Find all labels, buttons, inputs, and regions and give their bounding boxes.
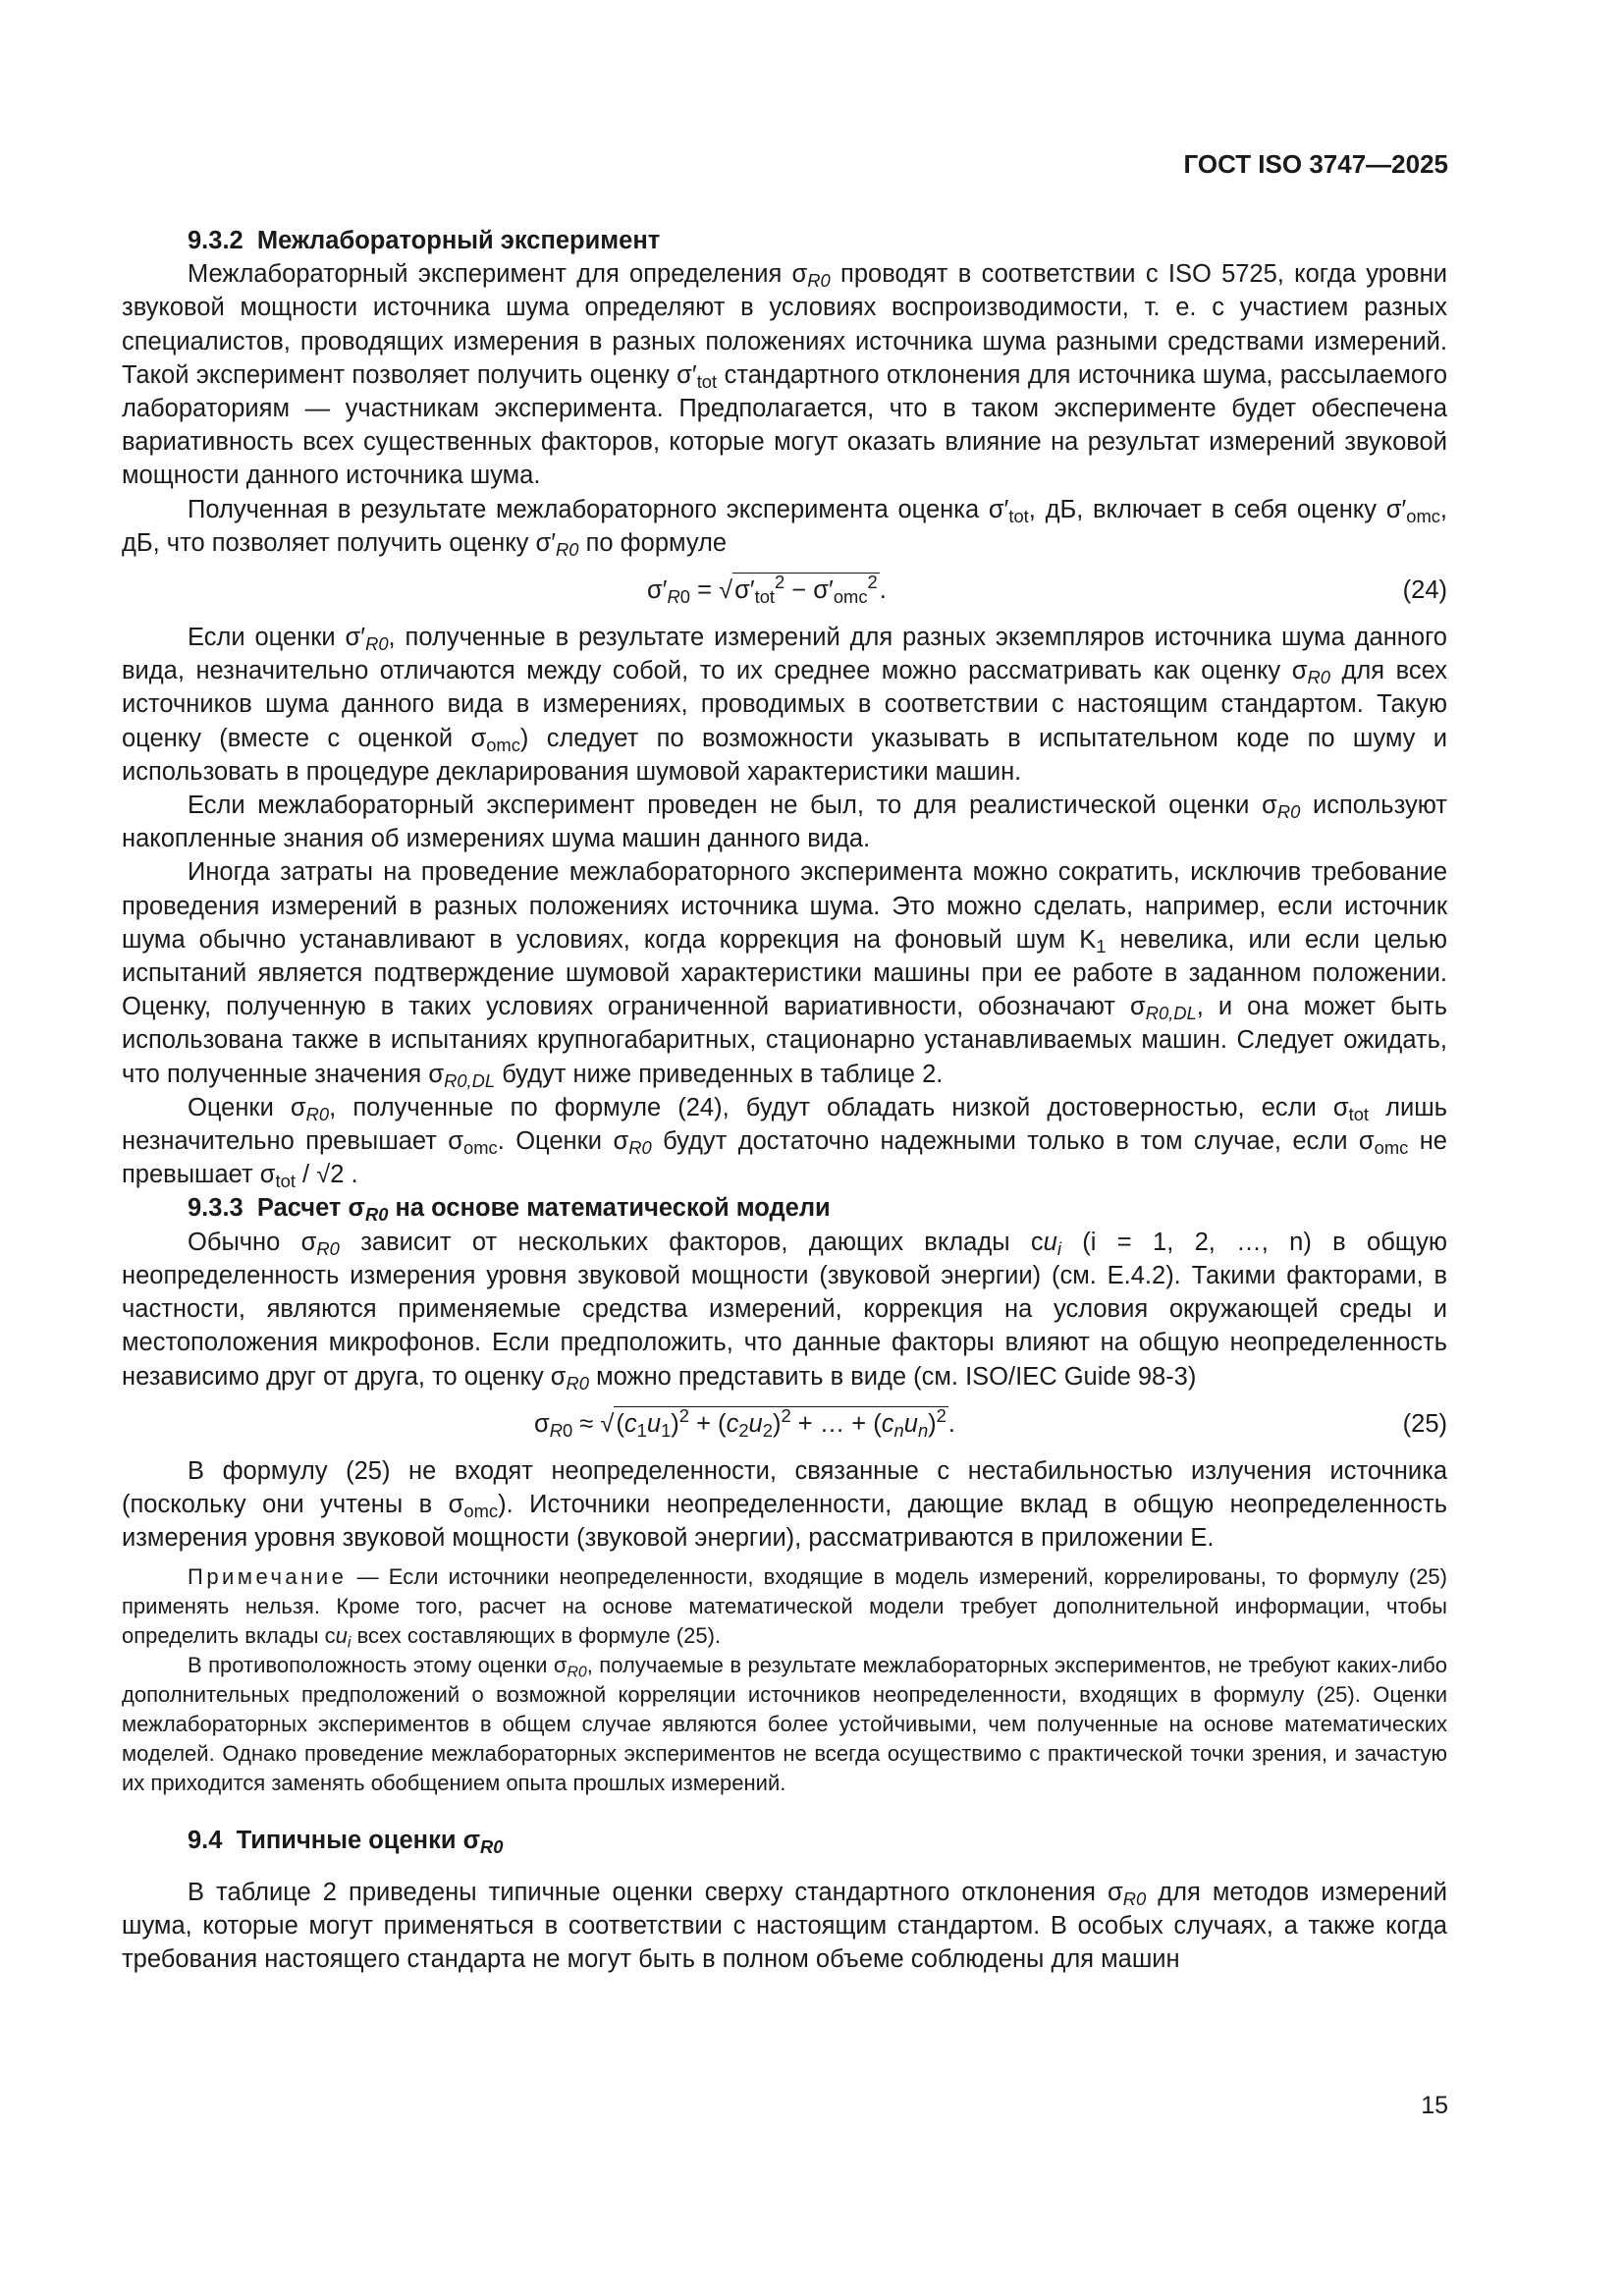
paragraph: В таблице 2 приведены типичные оценки сверху стандартного отклонения $\sigma_{R0}$ для методов измерений шума, которые могут применяться в соответствии с настоящим стандартом. В особых случаях, а также когда требования настоящего стандарта не могут быть в полном объеме соблюдены для машин [122, 1878, 1447, 1973]
paragraph: Оценки $\sigma_{R0}$, полученные по формуле (24), будут обладать низкой достоверностью, если $\sigma_{tot}$ лишь незначительно превышает $\sigma_{omc}$. Оценки $\sigma_{R0}$ будут достаточно надежными только в том случае, если $\sigma_{omc}$ не превышает $\sigma_{tot} / √2$ . [122, 1093, 1447, 1192]
formula-25-expression: $\sigma_{R0} \approx √(c_1u_1)^2 + (c_2u_2)^2$ + … + $(c_nu_n)^2$. [534, 1404, 955, 1441]
paragraph: Если оценки $\sigma'_{R0}$, полученные в результате измерений для разных экземпляров источника шума данного вида, незначительно отличаются между собой, то их среднее можно рассматривать как оценку $\sigma_{R0}$ для всех источников шума данного вида в измерениях, проводимых в соответствии с настоящим стандартом. Такую оценку (вместе с оценкой $\sigma_{omc}$) следует по возможности указывать в испытательном коде по шуму и использовать в процедуре декларирования шумовой характеристики машин. [122, 624, 1447, 786]
formula-24 [122, 562, 1447, 619]
paragraph: Обычно $\sigma_{R0}$ зависит от нескольких факторов, дающих вклады $cu_i$ (i = 1, 2, …, n) в общую неопределенность измерения уровня звуковой мощности (звуковой энергии) (см. Е.4.2). Такими факторами, в частности, являются применяемые средства измерений, коррекция на условия окружающей среды и местоположения микрофонов. Если предположить, что данные факторы влияют на общую неопределенность независимо друг от друга, то оценку $\sigma_{R0}$ можно представить в виде (см. ISO/IEC Guide 98-3) [122, 1228, 1447, 1394]
formula-25-number: (25) [1402, 1409, 1447, 1438]
note-paragraph: Примечание — Если источники неопределенности, входящие в модель измерений, коррелированы, то формулу (25) применять нельзя. Кроме того, расчет на основе математической модели требует дополнительной информации, чтобы определить вклады $cu_i$ всех составляющих в формуле (25). [122, 1564, 1447, 1652]
formula-25 [122, 1395, 1447, 1452]
note-label: Примечание [188, 1564, 348, 1590]
paragraph: В формулу (25) не входят неопределенности, связанные с нестабильностью излучения источника (поскольку они учтены в $\sigma_{omc}$). Источники неопределенности, дающие вклад в общую неопределенность измерения уровня звуковой мощности (звуковой энергии), рассматриваются в приложении Е. [122, 1456, 1447, 1553]
paragraph: Полученная в результате межлабораторного эксперимента оценка $\sigma'_{tot}$, дБ, включает в себя оценку $\sigma'_{omc}$, дБ, что позволяет получить оценку $\sigma'_{R0}$ по формуле [122, 495, 1448, 560]
page-content [122, 224, 1447, 1976]
note-block [122, 1562, 1447, 1798]
formula-24-expression: $\sigma'_{R0} = √\sigma'_{tot}^2 - \sigma'_{omc}^2$. [647, 571, 887, 608]
document-header: ГОСТ ISO 3747—2025 [1183, 149, 1448, 179]
paragraph: Иногда затраты на проведение межлабораторного эксперимента можно сократить, исключив требование проведения измерений в разных положениях источника шума. Это можно сделать, например, если источник шума обычно устанавливают в условиях, когда коррекция на фоновый шум $K_1$ невелика, или если целью испытаний является подтверждение шумовой характеристики машины при ее работе в заданном положении. Оценку, полученную в таких условиях ограниченной вариативности, обозначают $\sigma_{R0,DL}$, и она может быть использована также в испытаниях крупногабаритных, стационарно устанавливаемых машин. Следует ожидать, что полученные значения $\sigma_{R0,DL}$ будут ниже приведенных в таблице 2. [122, 858, 1448, 1091]
paragraph: Межлабораторный эксперимент для определения $\sigma_{R0}$ проводят в соответствии с ISO 5725, когда уровни звуковой мощности источника шума определяют в условиях воспроизводимости, т. е. с участием разных специалистов, проводящих измерения в разных положениях источника шума разными средствами измерений. Такой эксперимент позволяет получить оценку $\sigma'_{tot}$ стандартного отклонения для источника шума, рассылаемого лабораториям — участникам эксперимента. Предполагается, что в таком эксперименте будет обеспечена вариативность всех существенных факторов, которые могут оказать влияние на результат измерений звуковой мощности данного источника шума. [122, 260, 1447, 490]
note-paragraph: В противоположность этому оценки $\sigma_{R0}$, получаемые в результате межлабораторных экспериментов, не требуют каких-либо дополнительных предположений о возможной корреляции источников неопределенности, входящих в формулу (25). Оценки межлабораторных экспериментов в общем случае являются более устойчивыми, чем полученные на основе математических моделей. Однако проведение межлабораторных экспериментов не всегда осуществимо с практической точки зрения, и зачастую их приходится заменять обобщением опыта прошлых измерений. [122, 1653, 1447, 1796]
formula-24-number: (24) [1402, 576, 1447, 605]
page-number: 15 [1421, 2092, 1448, 2119]
section-9-4-heading: 9.4 Типичные оценки $\sigma_{R0}$ [188, 1827, 504, 1858]
paragraph: Если межлабораторный эксперимент проведен не был, то для реалистической оценки $\sigma_{R0}$ используют накопленные знания об измерениях шума машин данного вида. [122, 792, 1447, 853]
section-9-3-3-heading: 9.3.3 Расчет $\sigma_{R0}$ на основе математической модели [188, 1194, 831, 1226]
section-9-3-2-heading: 9.3.2 Межлабораторный эксперимент [188, 227, 661, 254]
